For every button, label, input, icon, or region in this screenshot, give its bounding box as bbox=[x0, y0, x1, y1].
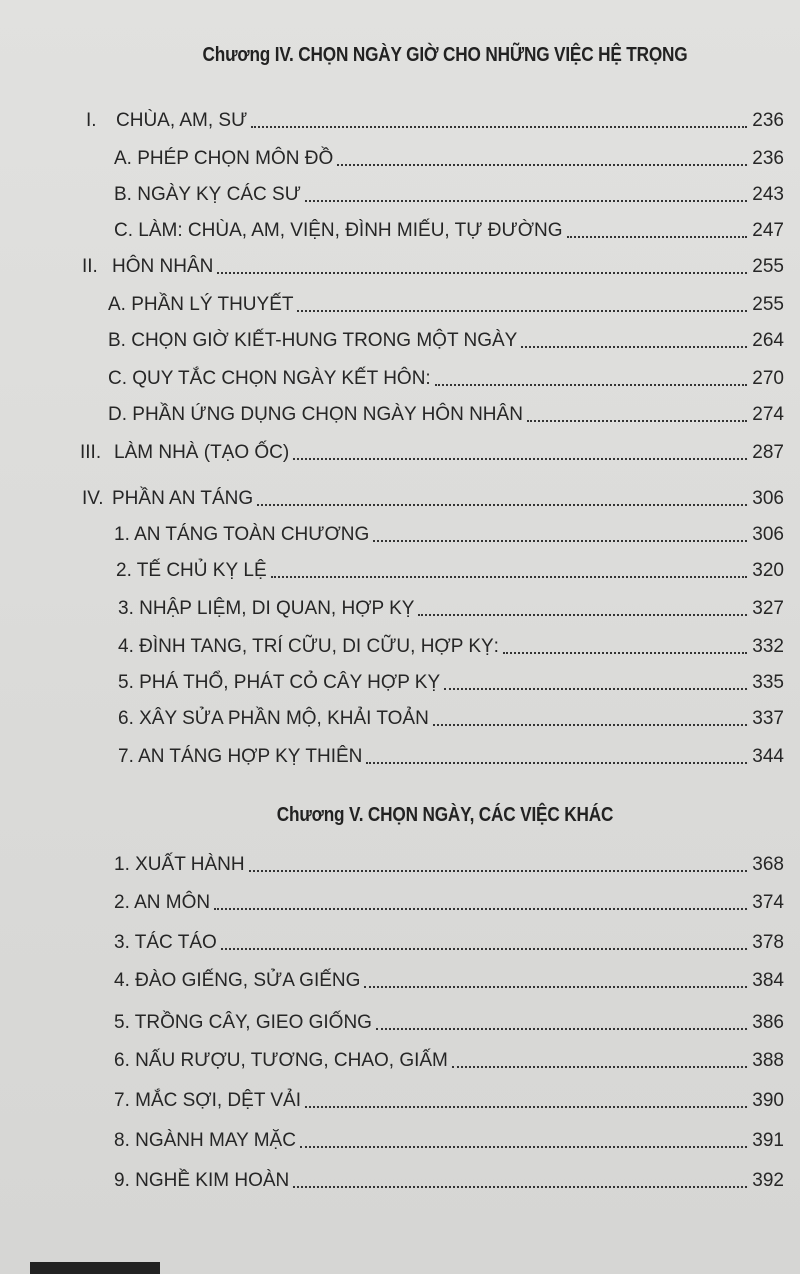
toc-entry-text: 4. ĐÌNH TANG, TRÍ CỮU, DI CỮU, HỢP KỴ: bbox=[118, 636, 499, 657]
toc-page-number: 255 bbox=[752, 256, 784, 277]
toc-entry-text: C. LÀM: CHÙA, AM, VIỆN, ĐÌNH MIẾU, TỰ ĐƯỜNG bbox=[114, 220, 563, 241]
toc-page-number: 335 bbox=[752, 672, 784, 693]
toc-entry-label bbox=[114, 1050, 450, 1072]
toc-entry-text: CHÙA, AM, SƯ bbox=[116, 110, 248, 131]
toc-page-number: 243 bbox=[752, 184, 784, 205]
toc-entry-label bbox=[118, 708, 431, 730]
toc-page-number: 255 bbox=[752, 294, 784, 315]
chapter-v-title: Chương V. CHỌN NGÀY, CÁC VIỆC KHÁC bbox=[276, 804, 614, 826]
toc-page-number: 320 bbox=[752, 560, 784, 581]
toc-entry-label bbox=[114, 524, 371, 546]
toc-entry bbox=[114, 846, 784, 876]
toc-page-number: 236 bbox=[752, 110, 784, 131]
toc-page-number: 287 bbox=[752, 442, 784, 463]
toc-page-number: 368 bbox=[752, 854, 784, 875]
dot-leader bbox=[251, 125, 747, 128]
toc-entry-number: III. bbox=[80, 442, 102, 463]
toc-entry-text: 5. PHÁ THỔ, PHÁT CỎ CÂY HỢP KỴ bbox=[118, 672, 441, 693]
toc-entry-text: 1. AN TÁNG TOÀN CHƯƠNG bbox=[114, 524, 370, 545]
chapter-iv-title: Chương IV. CHỌN NGÀY GIỜ CHO NHỮNG VIỆC HỆ TRỌNG bbox=[202, 44, 688, 66]
toc-page-number: 392 bbox=[752, 1170, 784, 1191]
toc-entry-number: I. bbox=[86, 110, 97, 131]
dot-leader bbox=[433, 723, 747, 726]
toc-entry-label bbox=[116, 560, 269, 582]
toc-entry bbox=[116, 552, 784, 582]
toc-entry-label bbox=[114, 148, 335, 170]
toc-entry-text: 4. ĐÀO GIẾNG, SỬA GIẾNG bbox=[114, 970, 361, 991]
toc-entry-text: A. PHÉP CHỌN MÔN ĐỒ bbox=[114, 148, 334, 169]
toc-entry-label bbox=[114, 1090, 303, 1112]
toc-entry-text: 2. TẾ CHỦ KỴ LỆ bbox=[116, 560, 267, 581]
toc-entry-label bbox=[82, 488, 255, 510]
toc-page-number: 344 bbox=[752, 746, 784, 767]
toc-entry-label bbox=[108, 294, 295, 316]
toc-entry bbox=[118, 664, 784, 694]
toc-entry-text: 6. NẤU RƯỢU, TƯƠNG, CHAO, GIẤM bbox=[114, 1050, 448, 1071]
dot-leader bbox=[293, 1185, 747, 1188]
toc-entry-text: 8. NGÀNH MAY MẶC bbox=[114, 1130, 296, 1151]
dot-leader bbox=[376, 1027, 747, 1030]
toc-page-number: 374 bbox=[752, 892, 784, 913]
toc-entry-number: IV. bbox=[82, 488, 104, 509]
toc-page-number: 391 bbox=[752, 1130, 784, 1151]
toc-entry-text: PHẦN AN TÁNG bbox=[112, 488, 254, 509]
dot-leader bbox=[257, 503, 747, 506]
toc-entry bbox=[114, 140, 784, 170]
toc-entry bbox=[114, 1042, 784, 1072]
toc-entry-label bbox=[86, 110, 249, 132]
toc-entry bbox=[108, 360, 784, 390]
toc-page-number: 388 bbox=[752, 1050, 784, 1071]
toc-entry bbox=[114, 1082, 784, 1112]
dot-leader bbox=[337, 163, 747, 166]
dot-leader bbox=[567, 235, 748, 238]
toc-page-number: 378 bbox=[752, 932, 784, 953]
toc-page-number: 390 bbox=[752, 1090, 784, 1111]
toc-entry-label bbox=[118, 598, 416, 620]
toc-page-number: 386 bbox=[752, 1012, 784, 1033]
toc-page-number: 306 bbox=[752, 524, 784, 545]
dot-leader bbox=[271, 575, 747, 578]
toc-entry bbox=[114, 1162, 784, 1192]
toc-page-number: 264 bbox=[752, 330, 784, 351]
toc-entry bbox=[82, 480, 784, 510]
toc-entry-label bbox=[114, 184, 303, 206]
toc-entry bbox=[118, 628, 784, 658]
toc-entry-label bbox=[118, 672, 442, 694]
dot-leader bbox=[221, 947, 747, 950]
toc-page-number: 236 bbox=[752, 148, 784, 169]
toc-page-number: 274 bbox=[752, 404, 784, 425]
toc-entry-text: 5. TRỒNG CÂY, GIEO GIỐNG bbox=[114, 1012, 372, 1033]
toc-entry-text: 3. NHẬP LIỆM, DI QUAN, HỢP KỴ bbox=[118, 598, 415, 619]
toc-entry-text: 7. MẮC SỢI, DỆT VẢI bbox=[114, 1090, 301, 1111]
toc-entry-label bbox=[108, 404, 525, 426]
toc-entry bbox=[114, 176, 784, 206]
toc-entry-text: HÔN NHÂN bbox=[112, 256, 214, 277]
toc-entry-label bbox=[108, 330, 519, 352]
dot-leader bbox=[527, 419, 747, 422]
toc-entry-label bbox=[114, 932, 219, 954]
dot-leader bbox=[521, 345, 747, 348]
toc-entry-text: B. CHỌN GIỜ KIẾT-HUNG TRONG MỘT NGÀY bbox=[108, 330, 518, 351]
toc-entry-label bbox=[82, 256, 215, 278]
toc-entry bbox=[82, 248, 784, 278]
toc-entry bbox=[114, 516, 784, 546]
toc-entry-label bbox=[114, 1170, 291, 1192]
dot-leader bbox=[305, 199, 747, 202]
toc-entry bbox=[114, 1122, 784, 1152]
toc-page-number: 384 bbox=[752, 970, 784, 991]
dot-leader bbox=[305, 1105, 747, 1108]
toc-entry-text: 9. NGHỀ KIM HOÀN bbox=[114, 1170, 290, 1191]
dot-leader bbox=[452, 1065, 747, 1068]
toc-page-number: 306 bbox=[752, 488, 784, 509]
toc-entry bbox=[86, 102, 784, 132]
dot-leader bbox=[444, 687, 747, 690]
toc-entry bbox=[118, 700, 784, 730]
dot-leader bbox=[300, 1145, 747, 1148]
toc-entry-label bbox=[114, 892, 212, 914]
toc-entry bbox=[114, 924, 784, 954]
dot-leader bbox=[364, 985, 747, 988]
toc-entry-text: C. QUY TẮC CHỌN NGÀY KẾT HÔN: bbox=[108, 368, 431, 389]
toc-entry-label bbox=[114, 220, 565, 242]
dot-leader bbox=[297, 309, 747, 312]
toc-entry-text: B. NGÀY KỴ CÁC SƯ bbox=[114, 184, 301, 205]
toc-entry-label bbox=[118, 746, 364, 768]
toc-entry-label bbox=[80, 442, 291, 464]
page-edge-shadow bbox=[30, 1262, 160, 1274]
toc-entry-number: II. bbox=[82, 256, 98, 277]
toc-entry-text: D. PHẦN ỨNG DỤNG CHỌN NGÀY HÔN NHÂN bbox=[108, 404, 523, 425]
toc-entry bbox=[108, 396, 784, 426]
toc-entry-text: 6. XÂY SỬA PHẦN MỘ, KHẢI TOẢN bbox=[118, 708, 429, 729]
toc-entry-text: A. PHẦN LÝ THUYẾT bbox=[108, 294, 294, 315]
toc-entry-text: 3. TÁC TÁO bbox=[114, 932, 217, 953]
dot-leader bbox=[249, 869, 747, 872]
toc-entry-text: 7. AN TÁNG HỢP KỴ THIÊN bbox=[118, 746, 363, 767]
toc-entry-text: 1. XUẤT HÀNH bbox=[114, 854, 245, 875]
toc-entry-label bbox=[114, 970, 362, 992]
toc-entry bbox=[108, 286, 784, 316]
toc-entry-text: LÀM NHÀ (TẠO ỐC) bbox=[114, 442, 290, 463]
dot-leader bbox=[418, 613, 747, 616]
toc-entry bbox=[80, 434, 784, 464]
toc-entry-label bbox=[114, 1012, 374, 1034]
toc-entry bbox=[108, 322, 784, 352]
toc-page-number: 327 bbox=[752, 598, 784, 619]
toc-entry-label bbox=[118, 636, 501, 658]
dot-leader bbox=[435, 383, 747, 386]
dot-leader bbox=[293, 457, 747, 460]
toc-entry-label bbox=[114, 1130, 298, 1152]
toc-entry bbox=[114, 212, 784, 242]
toc-entry-label bbox=[114, 854, 247, 876]
dot-leader bbox=[214, 907, 747, 910]
toc-page-number: 247 bbox=[752, 220, 784, 241]
toc-page-number: 332 bbox=[752, 636, 784, 657]
toc-entry bbox=[114, 884, 784, 914]
dot-leader bbox=[217, 271, 747, 274]
toc-entry bbox=[118, 738, 784, 768]
toc-page-number: 337 bbox=[752, 708, 784, 729]
dot-leader bbox=[503, 651, 747, 654]
dot-leader bbox=[366, 761, 747, 764]
toc-entry-label bbox=[108, 368, 433, 390]
toc-entry bbox=[118, 590, 784, 620]
toc-page-number: 270 bbox=[752, 368, 784, 389]
toc-entry bbox=[114, 962, 784, 992]
toc-entry-text: 2. AN MÔN bbox=[114, 892, 211, 913]
dot-leader bbox=[373, 539, 747, 542]
toc-entry bbox=[114, 1004, 784, 1034]
